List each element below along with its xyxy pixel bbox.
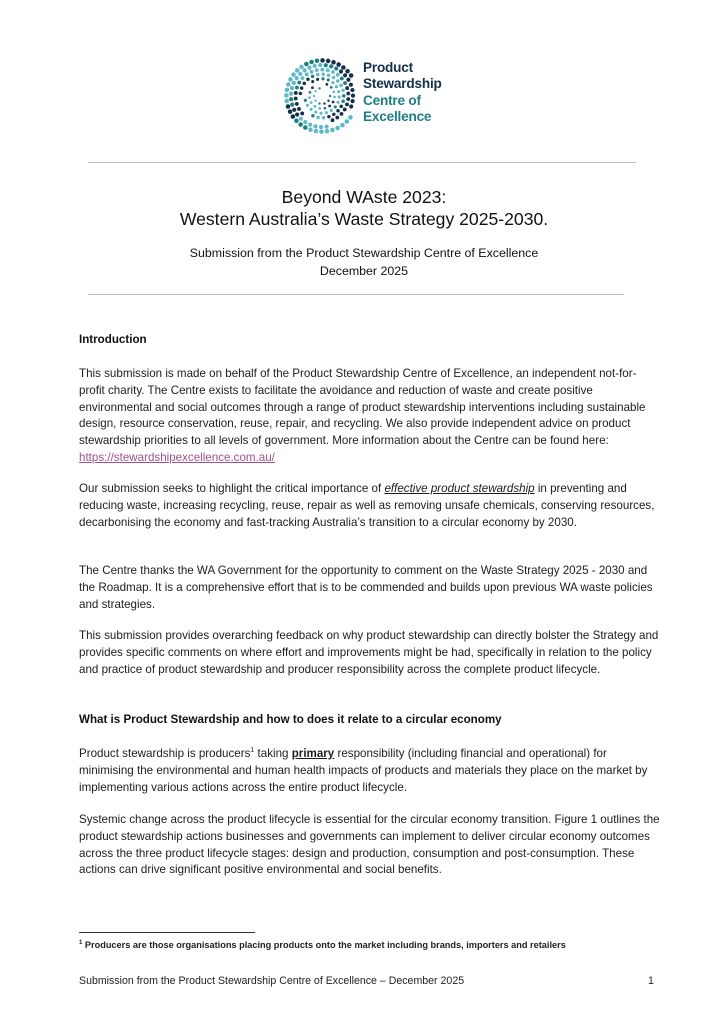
document-title-line-2: Western Australia’s Waste Strategy 2025-2030. [179,209,549,229]
logo-dot [330,86,333,89]
intro-paragraph-2-after: in preventing and reducing waste, increasing recycling, reuse, repair as well as removing unsafe chemicals, conserving resources, decarbonising the economy and fast-tracking Australia’s transition to a circular economy by 2030. [79,482,655,529]
logo-dot [349,73,354,78]
logo-dot [337,90,340,93]
logo-dot [301,76,305,80]
logo-dot [345,69,350,74]
logo-dot [288,77,293,82]
logo-dot [313,105,316,108]
logo-dot [340,112,344,116]
logo-dot [332,101,335,104]
logo-dot [311,80,314,83]
definition-before: Product stewardship is producers [79,747,251,760]
logo-dot [306,78,309,81]
logo-dot [284,93,289,98]
divider-top [88,162,636,163]
logo-line-4: Excellence [363,109,432,125]
logo-dot [333,90,336,93]
logo-dot [318,63,322,67]
logo-dot [324,63,328,67]
definition-after: responsibility (including financial and operational) for minimising the environmental and human health impacts of products and materials they place on the market by implementing various actions across the entire product lifecycle. [79,747,648,794]
logo-dot [339,84,342,87]
definition-mid: taking [254,747,292,760]
logo-dot [288,109,293,114]
logo-dot [340,123,345,128]
logo-dot [311,114,314,117]
logo-dot [285,88,290,93]
logo-dot [346,78,350,82]
logo-dot [327,115,330,118]
logo-dot [321,72,324,75]
logo-dot [316,73,319,76]
page-footer: Submission from the Product Stewardship Centre of Excellence – December 2025 [79,975,465,987]
logo-dot [290,86,294,90]
logo-dot [343,108,347,112]
logo-dot [340,77,344,81]
logo-dot [294,97,298,101]
logo-dot [322,116,325,119]
logo-dot [346,92,350,96]
intro-paragraph-2-before: Our submission seeks to highlight the critical importance of [79,482,385,495]
logo-dot [314,129,319,134]
logo-dot [311,86,314,89]
logo-dot [308,127,313,132]
logo-dot [313,124,317,128]
footnote-text: Producers are those organisations placing products onto the market including brands, importers and retailers [82,940,566,950]
logo-dot [304,99,307,102]
logo-dot [284,99,289,104]
logo-dot [327,100,329,102]
logo-dot [335,116,339,120]
logo-dot [327,73,330,76]
logo-dot [348,115,353,120]
logo-dot [346,97,350,101]
logo-dot [315,68,319,72]
logo-dot [335,126,340,131]
logo-dot [286,104,291,109]
product-stewardship-heading: What is Product Stewardship and how to does it relate to a circular economy [79,713,502,726]
lifecycle-paragraph: Systemic change across the product lifecycle is essential for the circular economy transition. Figure 1 outlines the product stewardship actions businesses and governments can implement to deliver circular economy outcomes across the three product lifecycle stages: design and production, consumption and post-consumption. These actions can drive significant positive environmental and social benefits. [79,813,660,877]
logo-dot [324,107,327,110]
logo-dot [349,104,353,108]
logo-dot [345,103,349,107]
logo-dot [318,87,320,89]
logo-dot [300,86,303,89]
logo-dot [298,72,302,76]
logo-dot [314,90,316,92]
logo-dot [318,102,320,104]
logo-dot [329,95,331,97]
intro-paragraph-1 [79,366,661,467]
logo-dot [315,58,320,63]
logo-dot [308,123,312,127]
logo-dot [298,122,303,127]
logo-dot [336,62,341,67]
logo-dot [325,129,330,134]
effective-product-stewardship-emphasis: effective product stewardship [384,482,535,495]
logo-dot [305,73,309,77]
logo-dot [289,97,293,101]
logo-dot [291,72,296,77]
logo-dot [336,79,339,82]
logo-dot [326,59,331,64]
logo-dot [331,81,334,84]
document-date: December 2025 [319,264,409,278]
logo-dot [324,125,328,129]
logo-dot [295,102,299,106]
introduction-heading: Introduction [79,333,147,346]
logo-dot [341,100,344,103]
logo-dot [349,83,353,87]
logo-dot [291,114,296,119]
logo-dot [345,86,349,90]
logo-dot [304,62,309,67]
divider-bottom [88,294,624,295]
logo-dot [313,95,315,97]
logo-dot [325,83,328,86]
logo-dot [297,81,301,85]
logo-dot [307,66,311,70]
logo-dot [299,65,304,70]
footnote [79,940,679,950]
logo-dot [325,111,328,114]
logo-dot [313,64,317,68]
logo-dot [302,68,306,72]
logo-dot [299,92,302,95]
logo-dot [339,105,342,108]
logo-dot [333,96,336,99]
logo-dot [303,82,306,85]
logo-dot [345,119,350,124]
logo-dot [297,107,301,111]
spiral-dots-icon [282,56,362,136]
logo-dot [303,125,308,130]
logo-dot [331,60,336,65]
logo-dot [303,120,307,124]
logo-dot [339,69,343,73]
logo-dot [316,78,319,81]
logo-dot [311,75,314,78]
document-subtitle: Submission from the Product Stewardship Centre of Excellence [189,246,539,260]
logo-dot [334,66,338,70]
logo-dot [341,89,344,92]
logo-dot [300,112,304,116]
logo-dot [332,113,335,116]
footnote-divider [79,932,255,933]
logo-dot [309,91,312,94]
logo-dot [321,77,324,80]
footnote-marker: 1 [79,939,83,946]
logo-dot [310,101,313,104]
logo-dot [319,129,324,134]
logo-dot [316,116,319,119]
logo-dot [310,70,314,74]
website-link[interactable]: https://stewardshipexcellence.com.au/ [79,450,275,464]
logo-dot [338,95,341,98]
logo-dot [343,73,347,77]
logo-dot [331,70,335,74]
logo-dot [310,108,313,111]
logo-dot [320,68,324,72]
logo-dot [331,118,335,122]
logo-dot [289,92,293,96]
logo-dot [334,105,337,108]
definition-paragraph [79,746,661,796]
document-title-line-1: Beyond WAste 2023: [281,187,447,207]
logo-dot [350,88,354,92]
logo-dot [290,103,294,107]
logo-dot [336,101,339,104]
logo-dot [318,107,321,110]
logo-dot [295,68,300,73]
logo-dot [295,76,299,80]
organisation-logo [282,56,462,138]
footnote-ref[interactable]: 1 [250,747,255,755]
logo-dot [336,73,340,77]
intro-paragraph-3: The Centre thanks the WA Government for the opportunity to comment on the Waste Strategy 2025 - 2030 and the Roadmap. It is a comprehensive effort that is to be commended and builds upon previous WA waste policies and strategies. [79,564,653,611]
logo-dot [308,96,311,99]
logo-dot [286,82,291,87]
logo-dot [330,128,335,133]
logo-line-1: Product [363,60,413,75]
logo-dot [292,108,296,112]
logo-dot [327,78,330,81]
logo-dot [323,102,325,104]
page-number: 1 [648,975,654,987]
logo-dot [319,125,323,129]
logo-dot [343,81,347,85]
logo-dot [314,110,317,113]
primary-emphasis: primary [291,747,335,760]
logo-dot [295,112,299,116]
logo-dot [306,104,309,107]
logo-dot [328,105,331,108]
logo-dot [350,99,354,103]
logo-dot [341,65,346,70]
logo-dot [295,86,299,90]
intro-paragraph-2 [79,481,661,531]
logo-dot [292,81,296,85]
logo-dot [351,93,355,97]
logo-dot [299,117,303,121]
intro-paragraph-4: This submission provides overarching feedback on why product stewardship can directly bolster the Strategy and provides specific comments on where effort and improvements might be had, specifically in relation to the policy and practice of product stewardship and producer responsibility across the complete product lifecycle. [79,629,659,676]
logo-line-3: Centre of [363,92,421,108]
logo-dot [342,94,345,97]
intro-paragraph-1-text: This submission is made on behalf of the Product Stewardship Centre of Excellence, an independent not-for-profit charity. The Centre exists to facilitate the avoidance and reduction of waste and create positive environmental and social outcomes through a range of product stewardship interventions including sustainable design, resource conservation, reuse, repair, and recycling. We also provide independent advice on product stewardship priorities to all levels of government. More information about the Centre can be found here: [79,367,646,448]
logo-dot [335,85,338,88]
logo-dot [294,91,298,95]
logo-dot [320,58,325,63]
logo-dot [330,109,333,112]
logo-dot [332,76,335,79]
logo-wordmark [363,60,463,126]
logo-dot [309,60,314,65]
logo-line-2: Stewardship [363,76,442,92]
logo-dot [336,109,339,112]
logo-dot [329,64,333,68]
logo-dot [319,112,322,115]
logo-dot [294,119,299,124]
logo-dot [314,100,316,102]
logo-dot [326,68,330,72]
